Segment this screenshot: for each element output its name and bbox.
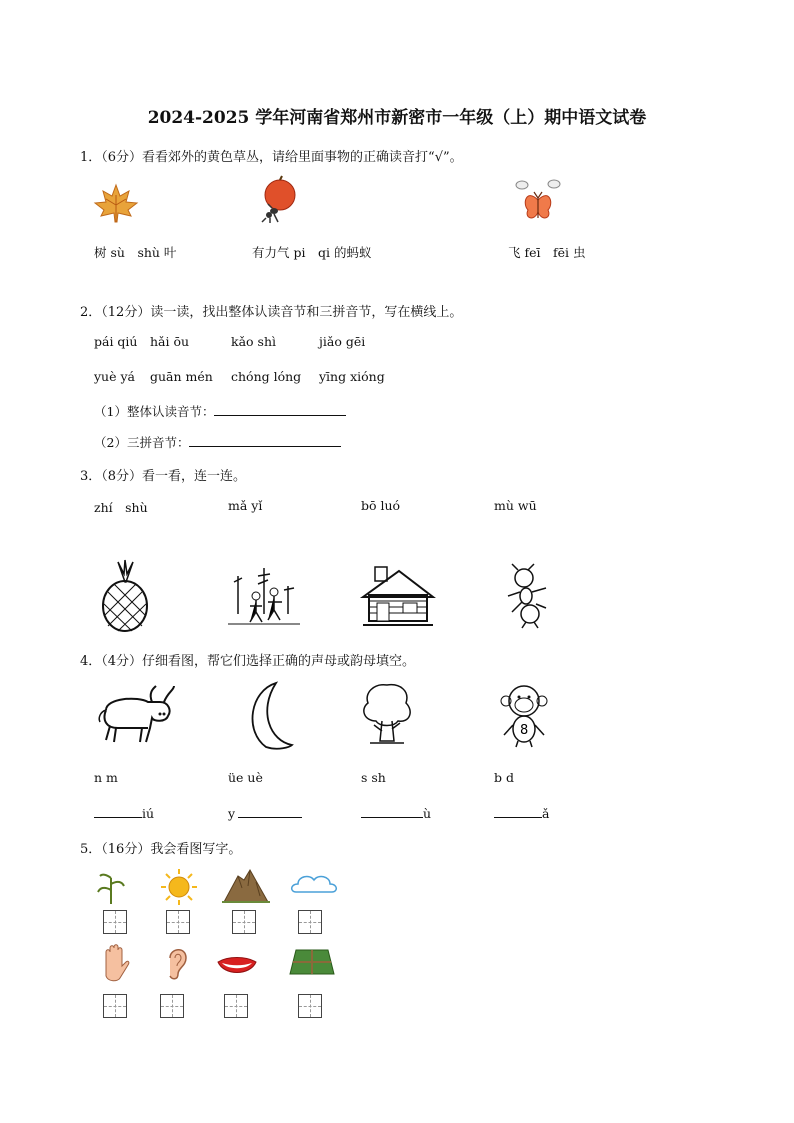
field-icon	[290, 946, 334, 978]
wooden-house-icon	[361, 565, 435, 627]
pinyin-pair: pái qiú	[94, 334, 138, 349]
mountain-icon	[222, 868, 270, 904]
cloud-icon	[290, 872, 338, 896]
butterfly-icon	[514, 178, 564, 224]
pineapple-icon	[100, 560, 150, 632]
sun-icon	[160, 868, 198, 906]
planting-trees-icon	[228, 566, 300, 628]
fill-blank[interactable]	[361, 805, 423, 818]
monkey-icon	[496, 683, 554, 747]
sub-question-1-label: （1）整体认读音节：	[94, 404, 215, 419]
pinyin-label: bō luó	[361, 498, 401, 513]
maple-leaf-icon	[94, 183, 138, 223]
sprout-icon	[96, 870, 126, 904]
blank-suffix: iú	[142, 806, 155, 821]
option-pair: b d	[494, 770, 514, 785]
cow-icon	[98, 684, 176, 746]
writing-grid[interactable]	[103, 910, 127, 934]
option-pair: üe uè	[228, 770, 263, 785]
pinyin-label: mǎ yǐ	[228, 498, 263, 513]
ant-icon	[506, 566, 550, 628]
tree-icon	[360, 681, 414, 747]
writing-grid[interactable]	[298, 994, 322, 1018]
option-pair: s sh	[361, 770, 386, 785]
pinyin-pair: guān mén	[150, 369, 213, 384]
apple-ant-icon	[258, 178, 300, 224]
question-1-item-1: 树 sù shù 叶	[94, 245, 177, 260]
fill-blank[interactable]	[238, 805, 302, 818]
answer-blank-2[interactable]	[189, 434, 341, 447]
pinyin-pair: yīng xióng	[319, 369, 385, 384]
pinyin-pair: yuè yá	[94, 369, 135, 384]
hand-icon	[100, 944, 130, 984]
question-1-item-3: 飞 feī fēi 虫	[508, 245, 586, 260]
svg-text:8: 8	[520, 723, 529, 738]
ear-icon	[164, 944, 190, 982]
pinyin-pair: chóng lóng	[231, 369, 302, 384]
question-2-prompt: 2．（12分）读一读，找出整体认读音节和三拼音节，写在横线上。	[80, 305, 463, 320]
question-3-prompt: 3．（8分）看一看，连一连。	[80, 469, 247, 484]
writing-grid[interactable]	[103, 994, 127, 1018]
writing-grid[interactable]	[224, 994, 248, 1018]
writing-grid[interactable]	[298, 910, 322, 934]
sub-question-2-label: （2）三拼音节：	[94, 435, 190, 450]
option-pair: n m	[94, 770, 118, 785]
blank-prefix: y	[228, 806, 236, 821]
question-1-prompt: 1．（6分）看看郊外的黄色草丛，请给里面事物的正确读音打“√”。	[80, 150, 463, 165]
question-4-prompt: 4．（4分）仔细看图，帮它们选择正确的声母或韵母填空。	[80, 654, 416, 669]
question-5-prompt: 5．（16分）我会看图写字。	[80, 842, 242, 857]
writing-grid[interactable]	[232, 910, 256, 934]
answer-blank-1[interactable]	[214, 403, 346, 416]
page-title: 2024-2025 学年河南省郑州市新密市一年级（上）期中语文试卷	[147, 108, 647, 128]
pinyin-pair: jiǎo gēi	[319, 334, 366, 349]
pinyin-pair: kǎo shì	[231, 334, 276, 349]
fill-blank[interactable]	[494, 805, 542, 818]
blank-suffix: ǎ	[542, 806, 550, 821]
blank-suffix: ù	[423, 806, 432, 821]
question-1-item-2: 有力气 pi qi 的蚂蚁	[252, 245, 372, 260]
writing-grid[interactable]	[160, 994, 184, 1018]
pinyin-pair: hǎi ōu	[150, 334, 190, 349]
moon-icon	[244, 681, 294, 751]
mouth-icon	[216, 954, 258, 978]
fill-blank[interactable]	[94, 805, 142, 818]
pinyin-label: zhí shù	[94, 500, 148, 515]
writing-grid[interactable]	[166, 910, 190, 934]
pinyin-label: mù wū	[494, 498, 537, 513]
